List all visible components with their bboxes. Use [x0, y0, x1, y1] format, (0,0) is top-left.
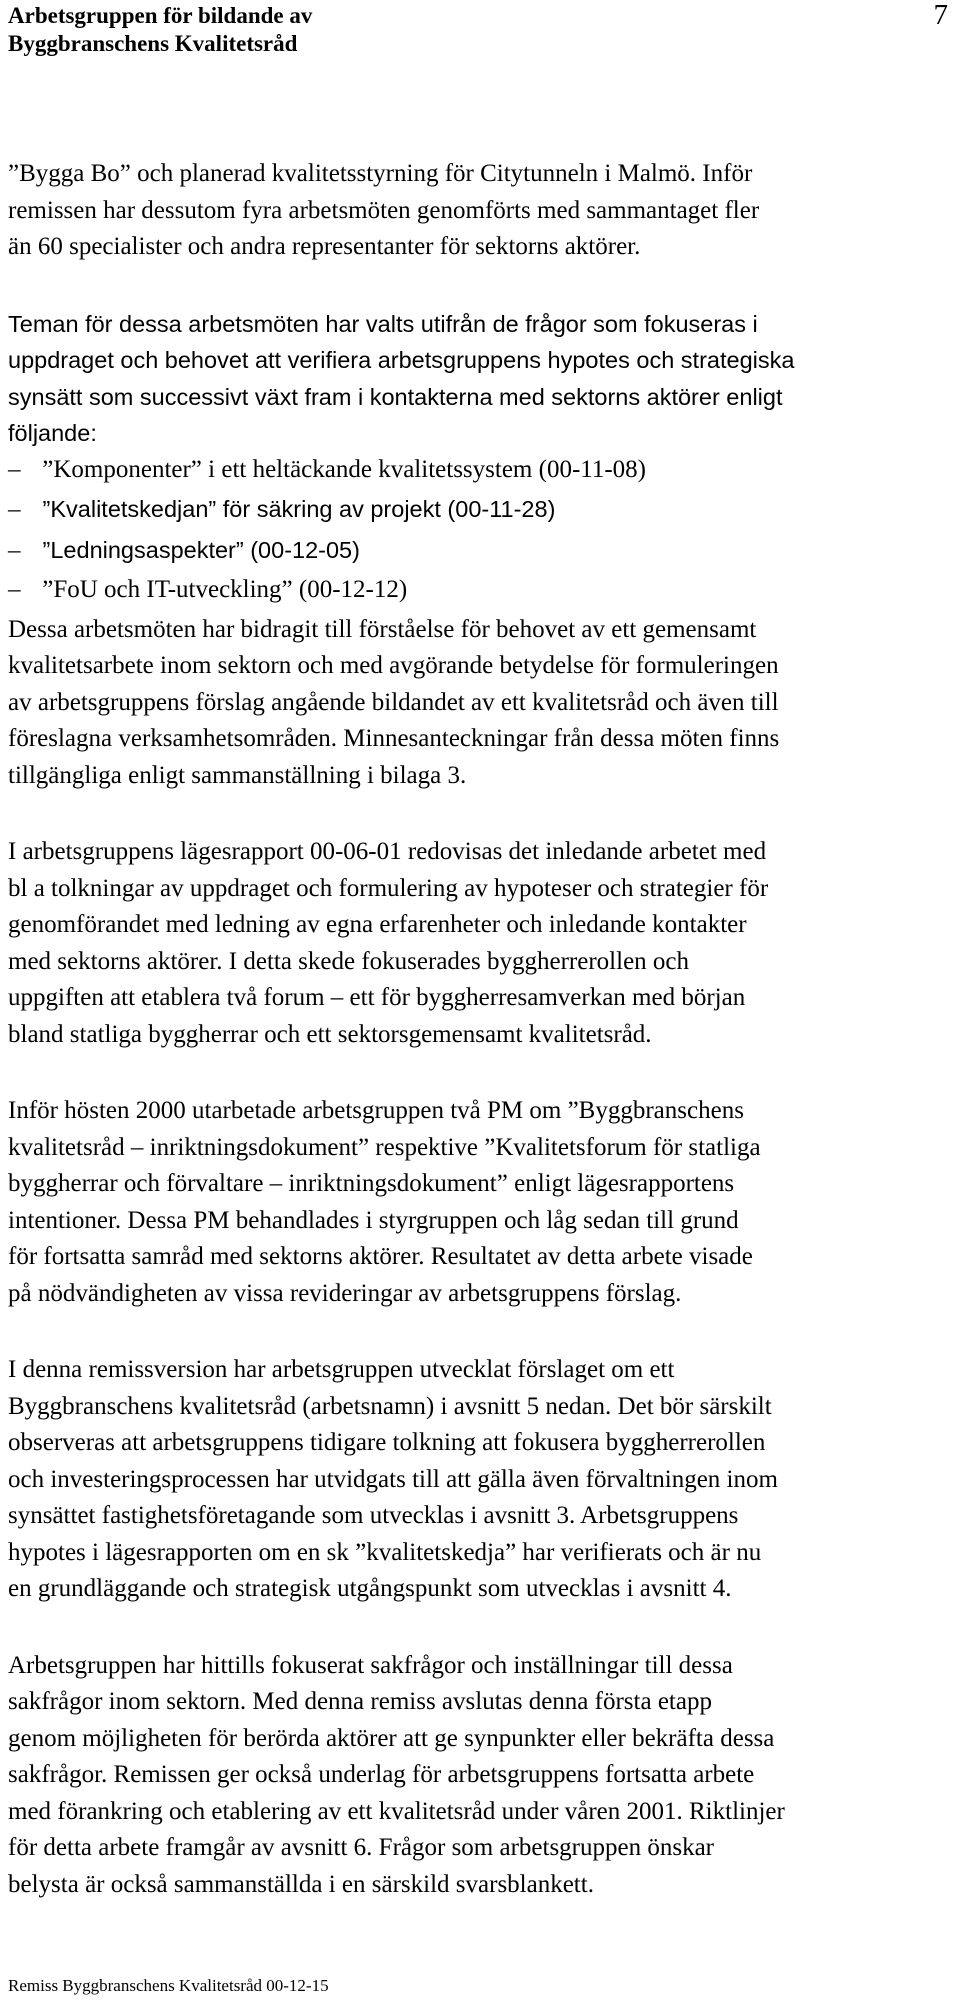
paragraph-4-line: med sektorns aktörer. I detta skede fokuserades byggherrerollen och — [8, 947, 690, 975]
page-footer: Remiss Byggbranschens Kvalitetsråd 00-12-15 — [8, 1976, 329, 1995]
list-item — [8, 532, 953, 573]
page-header — [8, 2, 948, 58]
paragraph-2-line: synsätt som successivt växt fram i kontakterna med sektorns aktörer enligt — [8, 383, 783, 410]
list-item-text: ”Komponenter” i ett heltäckande kvalitetssystem (00-11-08) — [36, 455, 646, 483]
paragraph-4-line: bl a tolkningar av uppdraget och formulering av hypoteser och strategier för — [8, 874, 769, 902]
paragraph-7-line: belysta är också sammanställda i en särskild svarsblankett. — [8, 1870, 594, 1898]
paragraph-7-line: sakfrågor inom sektorn. Med denna remiss avslutas denna första etapp — [8, 1688, 712, 1715]
list-item-text: ”Ledningsaspekter” (00-12-05) — [36, 536, 360, 563]
paragraph-3 — [8, 612, 953, 795]
list-dash: – — [8, 576, 21, 603]
header-title-line-1: Arbetsgruppen för bildande av — [8, 3, 313, 28]
paragraph-6-line: Byggbranschens kvalitetsråd (arbetsnamn) i avsnitt 5 nedan. Det bör särskilt — [8, 1392, 772, 1420]
paragraph-3-line: föreslagna verksamhetsområden. Minnesanteckningar från dessa möten finns — [8, 725, 780, 752]
paragraph-5-line: Inför hösten 2000 utarbetade arbetsgruppen två PM om ”Byggbranschens — [8, 1097, 744, 1124]
paragraph-5-line: byggherrar och förvaltare – inriktningsdokument” enligt lägesrapportens — [8, 1170, 735, 1197]
paragraph-6-line: och investeringsprocessen har utvidgats till att gälla även förvaltningen inom — [8, 1465, 778, 1493]
paragraph-6-line: synsättet fastighetsföretagande som utvecklas i avsnitt 3. Arbetsgruppens — [8, 1502, 739, 1529]
paragraph-6-line: I denna remissversion har arbetsgruppen utvecklat förslaget om ett — [8, 1356, 675, 1383]
paragraph-7-line: med förankring och etablering av ett kvalitetsråd under våren 2001. Riktlinjer — [8, 1797, 785, 1825]
paragraph-1-line: än 60 specialister och andra representanter för sektorns aktörer. — [8, 233, 641, 260]
list-item — [8, 572, 953, 612]
header-title-line-2: Byggbranschens Kvalitetsråd — [8, 31, 298, 56]
paragraph-3-line: tillgängliga enligt sammanställning i bilaga 3. — [8, 761, 467, 789]
page-number: 7 — [933, 0, 948, 31]
meeting-list — [8, 452, 953, 612]
paragraph-6-line: en grundläggande och strategisk utgångspunkt som utvecklas i avsnitt 4. — [8, 1575, 732, 1602]
list-dash: – — [8, 496, 21, 523]
paragraph-6-line: observeras att arbetsgruppens tidigare tolkning att fokusera byggherrerollen — [8, 1429, 766, 1456]
paragraph-5-line: kvalitetsråd – inriktningsdokument” respektive ”Kvalitetsforum för statliga — [8, 1133, 761, 1161]
document-body — [8, 156, 953, 1903]
paragraph-7-line: Arbetsgruppen har hittills fokuserat sakfrågor och inställningar till dessa — [8, 1651, 733, 1679]
paragraph-7-line: sakfrågor. Remissen ger också underlag för arbetsgruppens fortsatta arbete — [8, 1761, 755, 1788]
paragraph-6-line: hypotes i lägesrapporten om en sk ”kvalitetskedja” har verifierats och är nu — [8, 1538, 762, 1566]
paragraph-1 — [8, 156, 953, 266]
paragraph-5-line: för fortsatta samråd med sektorns aktörer. Resultatet av detta arbete visade — [8, 1243, 753, 1270]
paragraph-3-line: kvalitetsarbete inom sektorn och med avgörande betydelse för formuleringen — [8, 652, 779, 679]
list-dash: – — [8, 455, 21, 483]
paragraph-5-line: intentioner. Dessa PM behandlades i styrgruppen och låg sedan till grund — [8, 1206, 739, 1234]
paragraph-1-line: remissen har dessutom fyra arbetsmöten genomförts med sammantaget fler — [8, 196, 760, 224]
paragraph-3-line: av arbetsgruppens förslag angående bildandet av ett kvalitetsråd och även till — [8, 688, 779, 716]
list-item — [8, 452, 953, 492]
paragraph-4-line: I arbetsgruppens lägesrapport 00-06-01 redovisas det inledande arbetet med — [8, 838, 767, 865]
paragraph-3-line: Dessa arbetsmöten har bidragit till förståelse för behovet av ett gemensamt — [8, 615, 757, 643]
paragraph-1-line: ”Bygga Bo” och planerad kvalitetsstyrning för Citytunneln i Malmö. Inför — [8, 160, 753, 187]
paragraph-2-line: uppdraget och behovet att verifiera arbetsgruppens hypotes och strategiska — [8, 347, 795, 373]
paragraph-5-line: på nödvändigheten av vissa revideringar av arbetsgruppens förslag. — [8, 1279, 682, 1307]
list-dash: – — [8, 536, 21, 564]
paragraph-4-line: bland statliga byggherrar och ett sektorsgemensamt kvalitetsråd. — [8, 1020, 652, 1048]
paragraph-7 — [8, 1648, 953, 1904]
paragraph-7-line: genom möjligheten för berörda aktörer att ge synpunkter eller bekräfta dessa — [8, 1724, 775, 1752]
paragraph-4-line: uppgiften att etablera två forum – ett för byggherresamverkan med början — [8, 984, 746, 1011]
paragraph-2-line: Teman för dessa arbetsmöten har valts utifrån de frågor som fokuseras i — [8, 310, 758, 337]
list-item-text: ”FoU och IT-utveckling” (00-12-12) — [36, 576, 408, 603]
paragraph-7-line: för detta arbete framgår av avsnitt 6. Frågor som arbetsgruppen önskar — [8, 1834, 715, 1861]
paragraph-6 — [8, 1352, 953, 1608]
paragraph-4 — [8, 834, 953, 1053]
paragraph-5 — [8, 1093, 953, 1312]
list-item — [8, 491, 953, 532]
paragraph-2 — [8, 306, 953, 452]
paragraph-2-line: följande: — [8, 420, 97, 446]
list-item-text: ”Kvalitetskedjan” för säkring av projekt (00-11-28) — [36, 496, 556, 522]
paragraph-4-line: genomförandet med ledning av egna erfarenheter och inledande kontakter — [8, 911, 747, 938]
